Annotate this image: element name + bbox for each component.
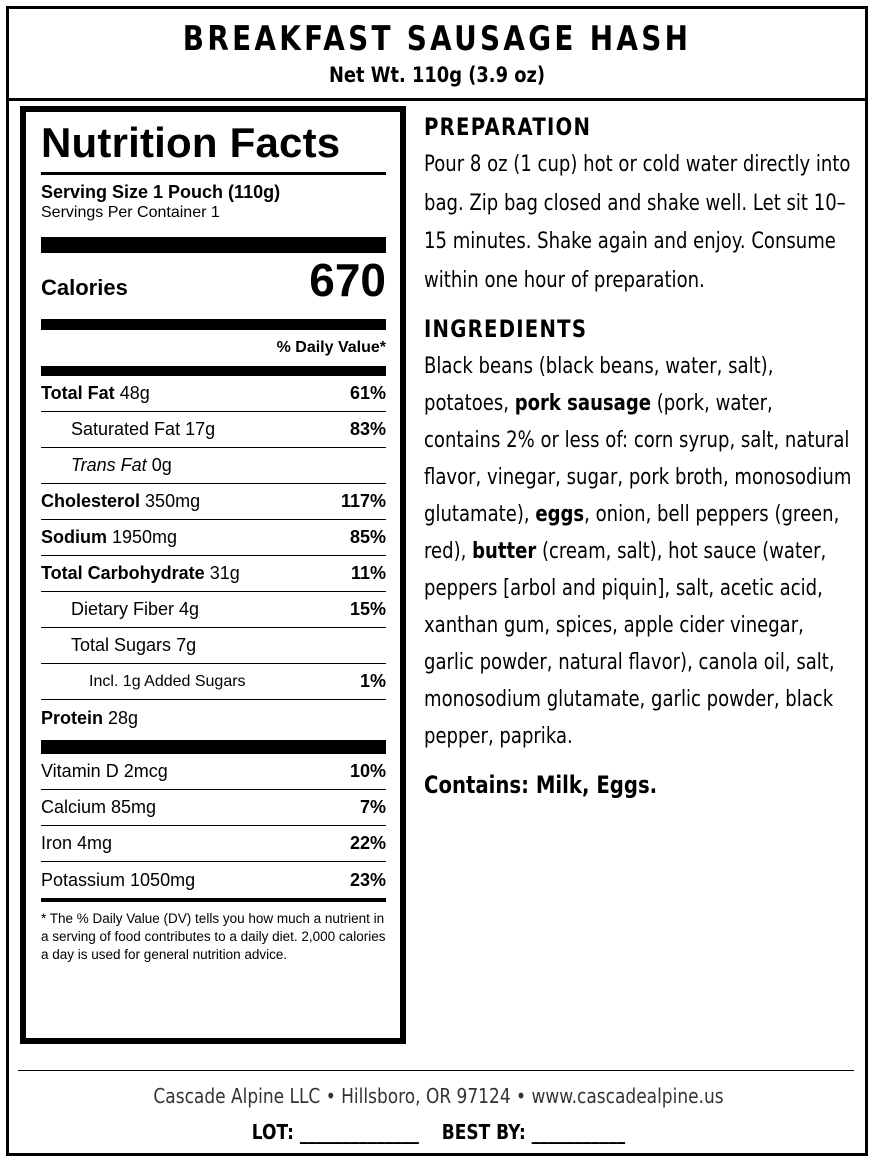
company-info: Cascade Alpine LLC • Hillsboro, OR 97124 • www.cascadealpine.us — [153, 1084, 724, 1108]
nutrient-amount: 0g — [151, 455, 172, 475]
nutrient-amount: 4g — [179, 599, 200, 619]
nutrient-label: Cholesterol — [41, 491, 141, 511]
nutrient-label: Total Carbohydrate — [41, 563, 205, 583]
nutrient-row-trans-fat — [41, 448, 386, 484]
footer-divider — [18, 1070, 854, 1071]
net-weight: Net Wt. 110g (3.9 oz) — [328, 63, 546, 87]
vitamin-dv: 10% — [349, 761, 386, 781]
vitamin-dv: 23% — [349, 869, 386, 890]
nutrition-facts-title: Nutrition Facts — [41, 119, 341, 166]
ingredients-text — [424, 348, 855, 755]
vitamin-row — [41, 754, 386, 790]
nutrient-amount: 350mg — [145, 491, 201, 511]
nutrient-dv: 15% — [349, 599, 386, 619]
nutrient-row-total-fat — [41, 376, 386, 412]
nutrient-amount: 31g — [209, 563, 240, 583]
vitamin-row — [41, 862, 386, 898]
nutrient-row-added-sugars — [41, 664, 386, 700]
nutrient-label: Saturated Fat — [71, 419, 181, 439]
divider-thick — [41, 740, 386, 754]
allergen-contains: Contains: Milk, Eggs. — [424, 771, 658, 799]
nutrient-row-dietary-fiber — [41, 592, 386, 628]
allergen-eggs: eggs — [535, 502, 585, 527]
daily-value-header: % Daily Value* — [276, 339, 386, 356]
nutrient-row-total-carbohydrate — [41, 556, 386, 592]
nutrient-row-saturated-fat — [41, 412, 386, 448]
product-title: BREAKFAST SAUSAGE HASH — [182, 19, 692, 59]
divider-thick — [41, 366, 386, 376]
calories-value: 670 — [309, 254, 386, 306]
nutrient-label: Incl. 1g Added Sugars — [89, 672, 246, 690]
vitamin-row — [41, 826, 386, 862]
allergen-butter: butter — [472, 539, 537, 564]
vitamin-label: Calcium 85mg — [41, 797, 157, 817]
nutrient-dv: 83% — [349, 419, 386, 439]
calories-label: Calories — [41, 275, 128, 300]
vitamin-row — [41, 790, 386, 826]
nutrient-row-protein — [41, 700, 386, 736]
serving-size: Serving Size 1 Pouch (110g) — [41, 182, 281, 202]
ingredient-text: (pork, water, contains 2% or less of: corn syrup, salt, natural flavor, vinegar, sugar, pork broth, monosodium glutamate), — [424, 391, 852, 527]
nutrition-facts-panel — [20, 106, 406, 1044]
ingredient-text: Black beans (black beans, water, salt), potatoes, — [424, 354, 774, 416]
nutrient-row-cholesterol — [41, 484, 386, 520]
nutrient-label: Sodium — [41, 527, 107, 547]
divider — [41, 172, 386, 175]
divider-medium — [41, 319, 386, 330]
vitamin-dv: 22% — [349, 833, 386, 853]
label-header — [9, 9, 865, 101]
nutrient-row-total-sugars — [41, 628, 386, 664]
vitamin-label: Vitamin D 2mcg — [41, 761, 168, 781]
info-column — [424, 112, 854, 799]
nutrient-amount: 17g — [185, 419, 216, 439]
nutrient-amount: 1950mg — [112, 527, 178, 547]
nutrient-label: Total Sugars — [71, 635, 172, 655]
nutrient-dv: 117% — [340, 491, 386, 511]
vitamin-label: Iron 4mg — [41, 833, 113, 853]
nutrient-amount: 7g — [176, 635, 197, 655]
servings-per-container: Servings Per Container 1 — [41, 204, 220, 221]
calories-row — [41, 253, 386, 305]
divider-thick — [41, 237, 386, 253]
allergen-pork-sausage: pork sausage — [514, 391, 651, 416]
nutrient-dv: 85% — [349, 527, 386, 547]
daily-value-footnote: * The % Daily Value (DV) tells you how much a nutrient in a serving of food contributes to a daily diet. 2,000 calories a day is used for general nutrition advice. — [41, 911, 386, 962]
nutrient-label: Trans Fat — [71, 455, 147, 475]
divider — [41, 898, 386, 902]
nutrient-label: Dietary Fiber — [71, 599, 175, 619]
nutrient-label: Protein — [41, 707, 104, 728]
ingredient-text: (cream, salt), hot sauce (water, peppers [arbol and piquin], salt, acetic acid, xanthan gum, spices, apple cider vinegar, garlic powder, natural flavor), canola oil, salt, monosodium glutamate, garlic powder, black pepper, paprika. — [424, 539, 835, 749]
nutrient-amount: 28g — [108, 707, 139, 728]
lot-best-by-line — [66, 1120, 811, 1144]
nutrient-dv: 61% — [349, 383, 386, 403]
ingredient-text: , onion, bell peppers (green, red), — [424, 502, 840, 564]
vitamin-dv: 7% — [359, 797, 386, 817]
ingredients-heading: INGREDIENTS — [424, 315, 588, 343]
nutrient-amount: 48g — [119, 383, 150, 403]
nutrient-label: Total Fat — [41, 383, 115, 403]
nutrient-dv: 11% — [350, 563, 386, 583]
nutrient-row-sodium — [41, 520, 386, 556]
preparation-text: Pour 8 oz (1 cup) hot or cold water directly into bag. Zip bag closed and shake well. Let sit 10–15 minutes. Shake again and enjoy. Consume within one hour of preparation. — [424, 152, 851, 293]
vitamin-label: Potassium 1050mg — [41, 869, 196, 890]
best-by-field: BEST BY: ___________ — [441, 1120, 626, 1144]
lot-field: LOT: ______________ — [251, 1120, 419, 1144]
nutrient-dv: 1% — [359, 671, 386, 691]
preparation-heading: PREPARATION — [424, 113, 592, 141]
